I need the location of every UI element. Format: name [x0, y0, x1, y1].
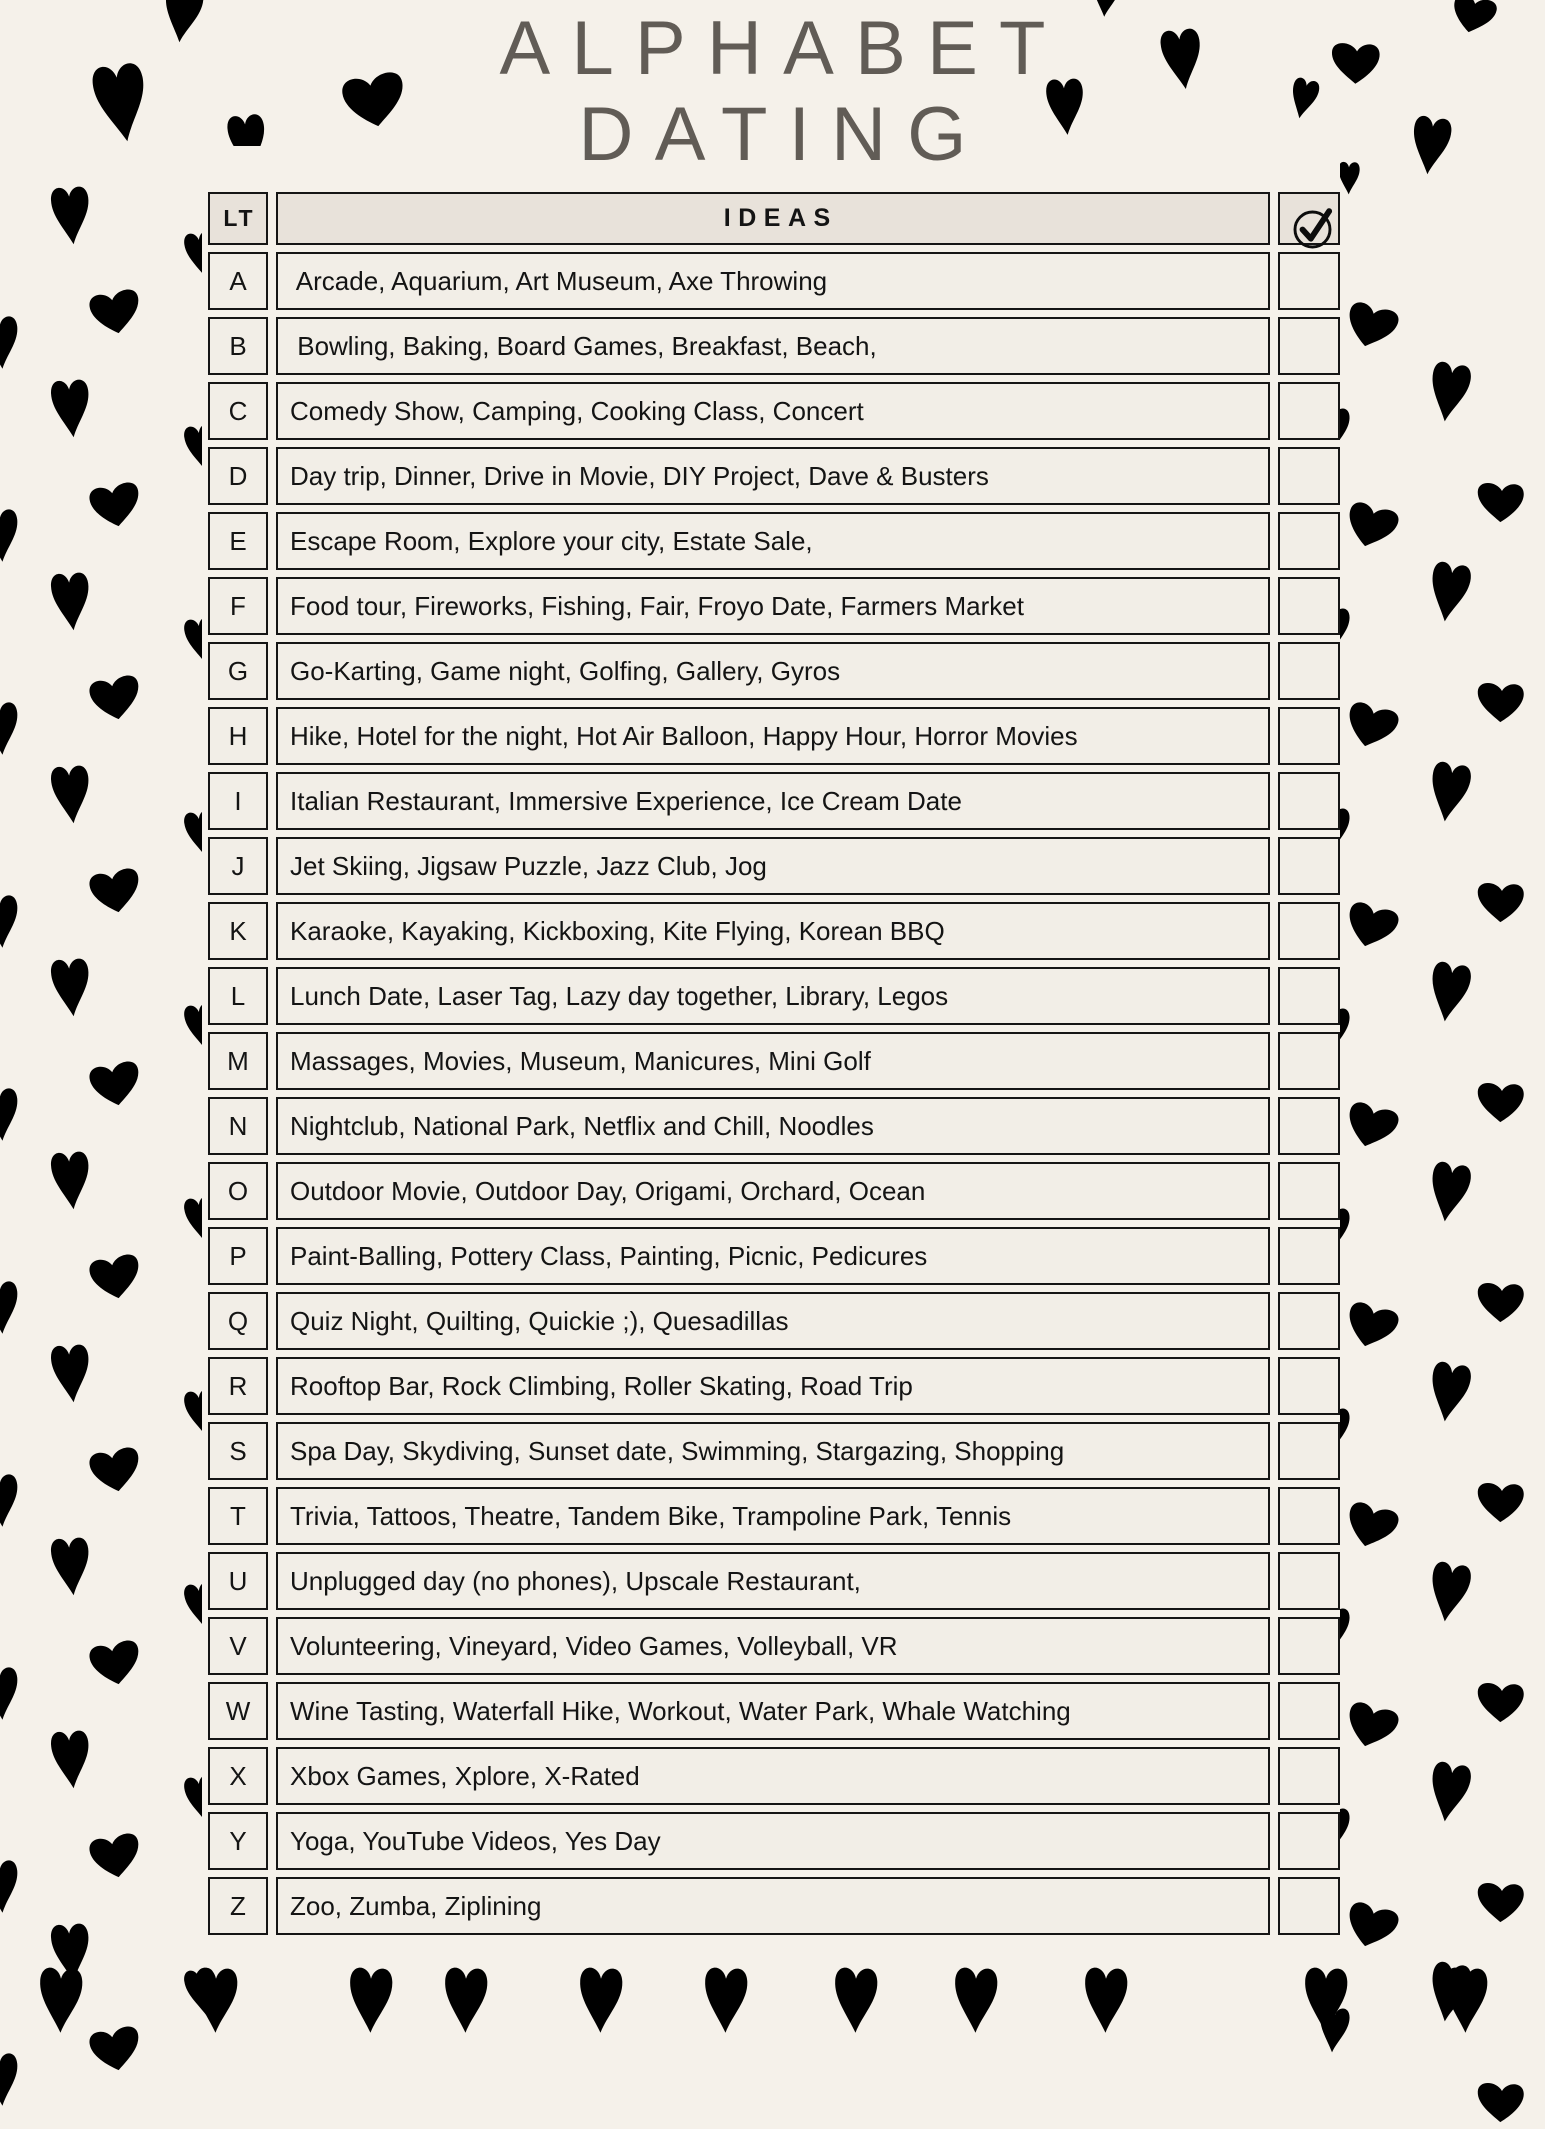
- alphabet-dating-table: [208, 192, 1340, 1935]
- heart-doodle-icon: [1421, 1153, 1477, 1229]
- heart-doodle-icon: [1337, 894, 1406, 957]
- row-letter-cell: [208, 967, 268, 1025]
- heart-doodle-icon: [440, 1960, 492, 2038]
- row-letter-cell: [208, 447, 268, 505]
- row-letter: L: [230, 980, 246, 1011]
- heart-doodle-icon: [345, 1960, 397, 2038]
- row-ideas-text: Hike, Hotel for the night, Hot Air Balloon, Happy Hour, Horror Movies: [290, 720, 1078, 751]
- heart-doodle-icon: [1440, 1960, 1492, 2038]
- row-letter-cell: [208, 1552, 268, 1610]
- heart-doodle-icon: [0, 1467, 24, 1533]
- heart-doodle-icon: [45, 371, 98, 444]
- row-letter-cell: [208, 1617, 268, 1675]
- row-letter: R: [228, 1370, 248, 1401]
- table-row: [208, 447, 1340, 505]
- row-check-cell[interactable]: [1278, 1292, 1340, 1350]
- row-ideas-cell: [276, 642, 1270, 700]
- heart-doodle-icon: [1470, 2075, 1531, 2129]
- heart-doodle-icon: [1337, 1894, 1406, 1957]
- row-check-cell[interactable]: [1278, 1747, 1340, 1805]
- heart-doodle-icon: [35, 1960, 87, 2038]
- table-row: [208, 1032, 1340, 1090]
- row-letter: T: [230, 1500, 246, 1531]
- row-check-cell[interactable]: [1278, 772, 1340, 830]
- heart-doodle-icon: [1421, 553, 1477, 629]
- table-row: [208, 772, 1340, 830]
- row-ideas-cell: [276, 1747, 1270, 1805]
- heart-doodle-icon: [1470, 1475, 1531, 1529]
- row-ideas-text: Arcade, Aquarium, Art Museum, Axe Throwing: [290, 265, 828, 296]
- table-row: [208, 837, 1340, 895]
- heart-doodle-icon: [1470, 1075, 1531, 1129]
- heart-doodle-icon: [575, 1960, 627, 2038]
- row-letter: A: [229, 265, 247, 296]
- row-letter-cell: [208, 772, 268, 830]
- row-check-cell[interactable]: [1278, 1552, 1340, 1610]
- row-check-cell[interactable]: [1278, 1357, 1340, 1415]
- page-title: [0, 6, 1545, 178]
- heart-doodle-icon: [81, 473, 152, 537]
- table-row: [208, 902, 1340, 960]
- heart-doodle-icon: [81, 2017, 152, 2081]
- row-ideas-text: Go-Karting, Game night, Golfing, Gallery, Gyros: [290, 655, 841, 686]
- header-letter-label: LT: [223, 205, 256, 231]
- row-ideas-text: Spa Day, Skydiving, Sunset date, Swimming, Stargazing, Shopping: [290, 1435, 1065, 1466]
- row-ideas-text: Nightclub, National Park, Netflix and Chill, Noodles: [290, 1110, 874, 1141]
- row-ideas-cell: [276, 1812, 1270, 1870]
- heart-doodle-icon: [1421, 1753, 1477, 1829]
- heart-doodle-icon: [1470, 475, 1531, 529]
- row-ideas-cell: [276, 1227, 1270, 1285]
- row-letter: N: [228, 1110, 248, 1141]
- row-ideas-cell: [276, 967, 1270, 1025]
- heart-doodle-icon: [1300, 1960, 1352, 2038]
- row-ideas-text: Day trip, Dinner, Drive in Movie, DIY Project, Dave & Busters: [290, 460, 989, 491]
- table-rows: [208, 252, 1340, 1935]
- row-check-cell[interactable]: [1278, 1812, 1340, 1870]
- heart-doodle-icon: [1337, 294, 1406, 357]
- row-letter: F: [230, 590, 246, 621]
- row-letter-cell: [208, 1162, 268, 1220]
- heart-doodle-icon: [45, 1143, 98, 1216]
- heart-doodle-icon: [81, 1438, 152, 1502]
- row-ideas-text: Karaoke, Kayaking, Kickboxing, Kite Flying, Korean BBQ: [290, 915, 945, 946]
- row-ideas-cell: [276, 382, 1270, 440]
- row-ideas-cell: [276, 1682, 1270, 1740]
- row-ideas-cell: [276, 1292, 1270, 1350]
- row-check-cell[interactable]: [1278, 1227, 1340, 1285]
- row-ideas-text: Jet Skiing, Jigsaw Puzzle, Jazz Club, Jog: [290, 850, 767, 881]
- heart-doodle-icon: [1337, 494, 1406, 557]
- row-check-cell[interactable]: [1278, 1877, 1340, 1935]
- heart-doodle-icon: [81, 666, 152, 730]
- row-letter-cell: [208, 1032, 268, 1090]
- row-letter-cell: [208, 1812, 268, 1870]
- row-ideas-cell: [276, 1097, 1270, 1155]
- row-check-cell[interactable]: [1278, 1422, 1340, 1480]
- row-letter-cell: [208, 707, 268, 765]
- table-row: [208, 642, 1340, 700]
- row-letter-cell: [208, 1747, 268, 1805]
- heart-doodle-icon: [81, 859, 152, 923]
- row-letter-cell: [208, 1422, 268, 1480]
- row-letter: W: [225, 1695, 251, 1726]
- heart-doodle-icon: [1080, 1960, 1132, 2038]
- row-ideas-cell: [276, 1357, 1270, 1415]
- row-check-cell[interactable]: [1278, 382, 1340, 440]
- row-letter: U: [228, 1565, 248, 1596]
- heart-doodle-icon: [81, 1245, 152, 1309]
- header-ideas-label: IDEAS: [723, 204, 838, 232]
- row-letter-cell: [208, 317, 268, 375]
- row-letter-cell: [208, 382, 268, 440]
- row-letter: I: [234, 785, 242, 816]
- header-letter-cell: [208, 192, 268, 245]
- row-letter-cell: [208, 1292, 268, 1350]
- row-letter-cell: [208, 902, 268, 960]
- table-row: [208, 1357, 1340, 1415]
- heart-doodle-icon: [1421, 753, 1477, 829]
- row-ideas-text: Zoo, Zumba, Ziplining: [290, 1890, 542, 1921]
- heart-doodle-icon: [1337, 1294, 1406, 1357]
- table-row: [208, 1097, 1340, 1155]
- row-ideas-cell: [276, 1422, 1270, 1480]
- heart-doodle-icon: [1421, 953, 1477, 1029]
- row-ideas-text: Massages, Movies, Museum, Manicures, Mini Golf: [290, 1045, 871, 1076]
- table-row: [208, 1617, 1340, 1675]
- row-ideas-cell: [276, 772, 1270, 830]
- row-ideas-text: Wine Tasting, Waterfall Hike, Workout, Water Park, Whale Watching: [290, 1695, 1071, 1726]
- row-letter-cell: [208, 837, 268, 895]
- row-check-cell[interactable]: [1278, 577, 1340, 635]
- row-letter: M: [227, 1045, 249, 1076]
- heart-doodle-icon: [950, 1960, 1002, 2038]
- heart-doodle-icon: [45, 564, 98, 637]
- row-letter: E: [229, 525, 247, 556]
- row-letter-cell: [208, 1357, 268, 1415]
- row-check-cell[interactable]: [1278, 707, 1340, 765]
- row-letter: K: [229, 915, 247, 946]
- row-letter: H: [228, 720, 248, 751]
- row-ideas-cell: [276, 1617, 1270, 1675]
- heart-doodle-icon: [0, 888, 24, 954]
- row-ideas-cell: [276, 707, 1270, 765]
- heart-doodle-icon: [1337, 1694, 1406, 1757]
- row-letter: X: [229, 1760, 247, 1791]
- row-letter: Q: [227, 1305, 249, 1336]
- checkmark-circle-icon: [1290, 201, 1340, 253]
- table-row: [208, 1422, 1340, 1480]
- heart-doodle-icon: [1421, 1553, 1477, 1629]
- heart-doodle-icon: [45, 1529, 98, 1602]
- row-check-cell[interactable]: [1278, 967, 1340, 1025]
- row-ideas-text: Xbox Games, Xplore, X-Rated: [290, 1760, 640, 1791]
- row-ideas-text: Escape Room, Explore your city, Estate Sale,: [290, 525, 813, 556]
- row-letter-cell: [208, 577, 268, 635]
- table-row: [208, 382, 1340, 440]
- row-letter: O: [227, 1175, 249, 1206]
- row-letter: Z: [230, 1890, 246, 1921]
- table-header-row: [208, 192, 1340, 245]
- row-letter: V: [229, 1630, 247, 1661]
- heart-doodle-icon: [45, 1336, 98, 1409]
- heart-doodle-icon: [0, 2046, 24, 2112]
- row-letter-cell: [208, 512, 268, 570]
- heart-doodle-icon: [0, 309, 24, 375]
- row-letter-cell: [208, 1877, 268, 1935]
- heart-doodle-icon: [0, 1660, 24, 1726]
- page-title-line2: DATING: [578, 91, 988, 177]
- row-check-cell[interactable]: [1278, 1682, 1340, 1740]
- heart-doodle-icon: [45, 1722, 98, 1795]
- row-letter: P: [229, 1240, 247, 1271]
- row-ideas-cell: [276, 837, 1270, 895]
- row-check-cell[interactable]: [1278, 837, 1340, 895]
- row-check-cell[interactable]: [1278, 1162, 1340, 1220]
- row-ideas-text: Bowling, Baking, Board Games, Breakfast, Beach,: [290, 330, 877, 361]
- row-ideas-text: Lunch Date, Laser Tag, Lazy day together, Library, Legos: [290, 980, 949, 1011]
- row-ideas-text: Yoga, YouTube Videos, Yes Day: [290, 1825, 661, 1856]
- row-check-cell[interactable]: [1278, 1617, 1340, 1675]
- table-row: [208, 1162, 1340, 1220]
- row-ideas-cell: [276, 1877, 1270, 1935]
- row-letter: Y: [229, 1825, 247, 1856]
- row-check-cell[interactable]: [1278, 642, 1340, 700]
- heart-doodle-icon: [45, 757, 98, 830]
- row-ideas-cell: [276, 317, 1270, 375]
- table-row: [208, 1292, 1340, 1350]
- row-ideas-text: Quiz Night, Quilting, Quickie ;), Quesadillas: [290, 1305, 789, 1336]
- row-ideas-cell: [276, 512, 1270, 570]
- row-ideas-cell: [276, 252, 1270, 310]
- row-ideas-cell: [276, 577, 1270, 635]
- row-check-cell[interactable]: [1278, 1032, 1340, 1090]
- row-check-cell[interactable]: [1278, 317, 1340, 375]
- table-row: [208, 1877, 1340, 1935]
- row-letter: J: [231, 850, 245, 881]
- heart-doodle-icon: [700, 1960, 752, 2038]
- heart-doodle-icon: [0, 1274, 24, 1340]
- page-title-line1: ALPHABET: [499, 6, 1067, 91]
- heart-doodle-icon: [830, 1960, 882, 2038]
- heart-doodle-icon: [81, 280, 152, 344]
- row-ideas-text: Outdoor Movie, Outdoor Day, Origami, Orchard, Ocean: [290, 1175, 926, 1206]
- table-row: [208, 317, 1340, 375]
- heart-doodle-icon: [1470, 875, 1531, 929]
- heart-doodle-icon: [0, 695, 24, 761]
- row-letter-cell: [208, 1097, 268, 1155]
- row-ideas-text: Food tour, Fireworks, Fishing, Fair, Froyo Date, Farmers Market: [290, 590, 1024, 621]
- row-check-cell[interactable]: [1278, 252, 1340, 310]
- table-row: [208, 512, 1340, 570]
- row-ideas-text: Rooftop Bar, Rock Climbing, Roller Skating, Road Trip: [290, 1370, 913, 1401]
- table-row: [208, 1812, 1340, 1870]
- row-letter-cell: [208, 642, 268, 700]
- heart-doodle-icon: [81, 1631, 152, 1695]
- row-ideas-text: Comedy Show, Camping, Cooking Class, Concert: [290, 395, 864, 426]
- row-ideas-text: Italian Restaurant, Immersive Experience, Ice Cream Date: [290, 785, 962, 816]
- table-row: [208, 967, 1340, 1025]
- row-ideas-cell: [276, 1032, 1270, 1090]
- header-check-cell: [1278, 192, 1340, 245]
- heart-doodle-icon: [81, 1052, 152, 1116]
- heart-doodle-icon: [1470, 675, 1531, 729]
- row-check-cell[interactable]: [1278, 902, 1340, 960]
- table-row: [208, 252, 1340, 310]
- heart-doodle-icon: [81, 1824, 152, 1888]
- heart-doodle-icon: [1470, 1275, 1531, 1329]
- table-row: [208, 1487, 1340, 1545]
- row-letter-cell: [208, 1227, 268, 1285]
- row-ideas-text: Trivia, Tattoos, Theatre, Tandem Bike, Trampoline Park, Tennis: [290, 1500, 1012, 1531]
- table-row: [208, 707, 1340, 765]
- row-ideas-text: Unplugged day (no phones), Upscale Restaurant,: [290, 1565, 861, 1596]
- row-check-cell[interactable]: [1278, 1487, 1340, 1545]
- header-ideas-cell: [276, 192, 1270, 245]
- row-ideas-text: Volunteering, Vineyard, Video Games, Volleyball, VR: [290, 1630, 898, 1661]
- row-ideas-cell: [276, 1552, 1270, 1610]
- heart-doodle-icon: [1337, 1094, 1406, 1157]
- heart-doodle-icon: [190, 1960, 242, 2038]
- row-ideas-cell: [276, 902, 1270, 960]
- row-letter: G: [227, 655, 249, 686]
- table-row: [208, 577, 1340, 635]
- heart-doodle-icon: [1337, 1494, 1406, 1557]
- row-check-cell[interactable]: [1278, 447, 1340, 505]
- row-letter-cell: [208, 252, 268, 310]
- heart-doodle-icon: [45, 178, 98, 251]
- heart-doodle-icon: [45, 950, 98, 1023]
- heart-doodle-icon: [0, 502, 24, 568]
- row-ideas-cell: [276, 447, 1270, 505]
- table-row: [208, 1682, 1340, 1740]
- table-row: [208, 1552, 1340, 1610]
- table-row: [208, 1747, 1340, 1805]
- row-check-cell[interactable]: [1278, 1097, 1340, 1155]
- row-ideas-cell: [276, 1162, 1270, 1220]
- row-letter: B: [229, 330, 247, 361]
- table-row: [208, 1227, 1340, 1285]
- row-letter-cell: [208, 1487, 268, 1545]
- row-ideas-text: Paint-Balling, Pottery Class, Painting, Picnic, Pedicures: [290, 1240, 928, 1271]
- row-letter: S: [229, 1435, 247, 1466]
- row-letter: D: [228, 460, 248, 491]
- heart-doodle-icon: [1421, 1353, 1477, 1429]
- row-letter: C: [228, 395, 248, 426]
- row-check-cell[interactable]: [1278, 512, 1340, 570]
- heart-doodle-icon: [1470, 1675, 1531, 1729]
- heart-doodle-icon: [0, 1081, 24, 1147]
- heart-doodle-icon: [1470, 1875, 1531, 1929]
- heart-doodle-icon: [0, 1853, 24, 1919]
- row-letter-cell: [208, 1682, 268, 1740]
- row-ideas-cell: [276, 1487, 1270, 1545]
- heart-doodle-icon: [1337, 694, 1406, 757]
- heart-doodle-icon: [1421, 353, 1477, 429]
